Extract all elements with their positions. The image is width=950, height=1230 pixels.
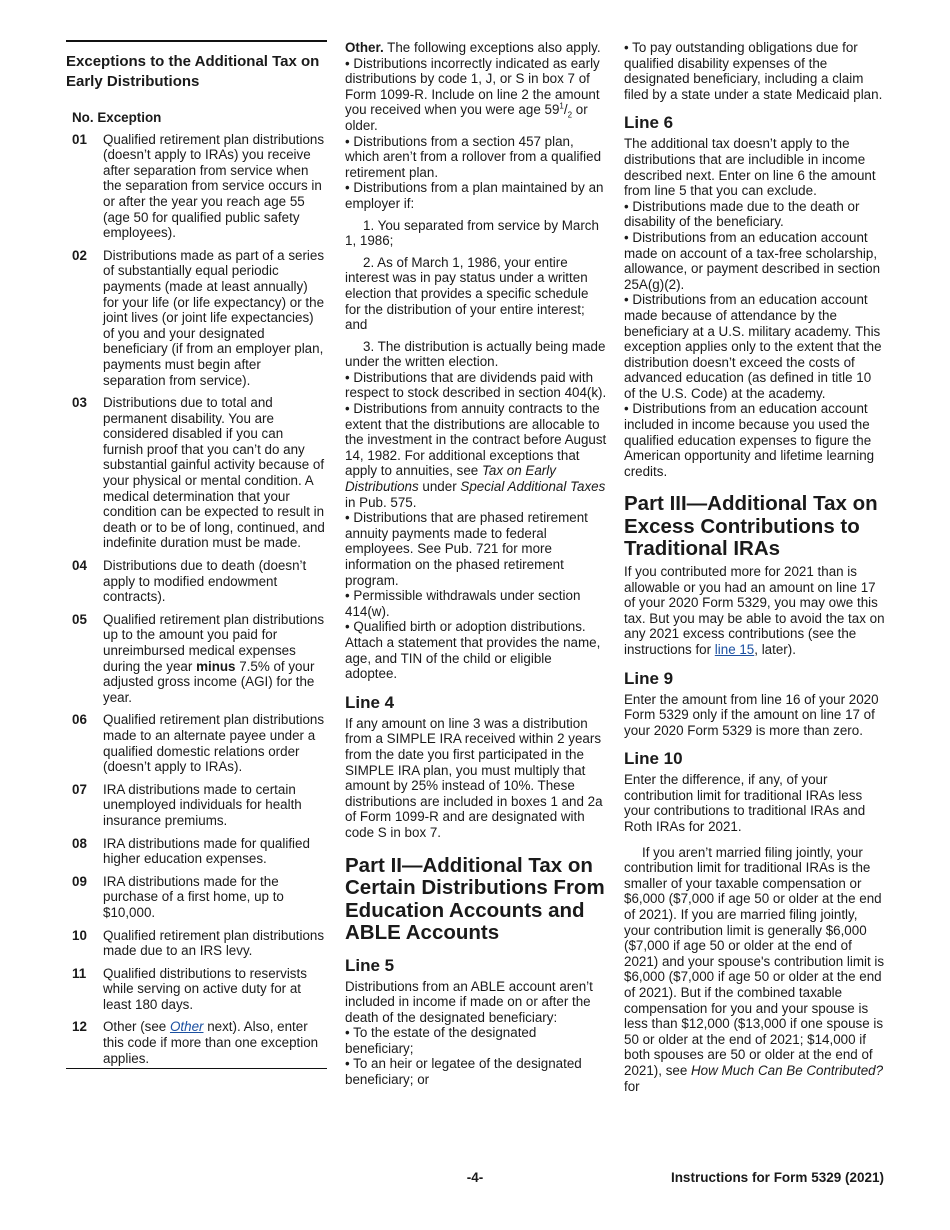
line4-text: If any amount on line 3 was a distribution from a SIMPLE IRA received within 2 years from the date you first participated in the SIMPLE IRA plan, you must multiply that amount by 25% instead of 10%. These distributions are included in boxes 1 and 2a of Form 1099-R and are designated with code S in box 7. [345,715,603,840]
table-top-rule [66,40,327,1069]
row-number: 01 [72,131,87,147]
bullet-text: in Pub. 575. [345,494,417,510]
footer-title: Instructions for Form 5329 (2021) [670,1170,884,1185]
other-link[interactable]: Other [169,1019,204,1035]
bullet-text: • Distributions from annuity contracts to the extent that the distributions are allocable to the investment in the contract before August 14, 1982. For additional exceptions that apply to annuities, see [345,401,607,479]
table-body [66,132,327,1070]
table-row [66,874,327,921]
line4-heading: Line 4 [345,692,395,712]
bullet: • Qualified birth or adoption distributions. Attach a statement that provides the name, age, and TIN of the child or eligible adoptee. [345,619,601,682]
bullet: • To the estate of the designated beneficiary; [345,1025,537,1056]
header-exception: Exception [97,110,162,125]
line10-heading: Line 10 [624,749,683,769]
row-text: IRA distributions made for the purchase of a first home, up to $10,000. [103,873,284,920]
bullet-italic: Tax on Early Distributions [345,463,556,495]
table-row [66,966,327,1013]
part3-text-part: , later). [754,641,796,657]
bullet: • Distributions made due to the death or disability of the beneficiary. [624,198,860,230]
part3-heading: Part III—Additional Tax on Excess Contributions to Traditional IRAs [624,492,878,561]
row-text: Distributions due to total and permanent disability. You are considered disabled if you can furnish proof that you can’t do any substantial gainful activity because of your physical or mental condition. A medical determination that your condition can be expected to result in death or to be of long, continued, and indefinite duration must be made. [103,395,325,551]
row-text-part: 7.5% of your adjusted gross income (AGI) for the year. [103,658,315,705]
row-text [103,612,327,706]
table-row [66,1019,327,1066]
line10-text: Enter the difference, if any, of your contribution limit for traditional IRAs less your contributions to traditional IRAs and Roth IRAs for 2021. [624,772,866,835]
table-row [66,248,327,388]
line15-link[interactable]: line 15 [714,641,755,657]
bullet: • Distributions from an education account made on account of a tax-free scholarship, allowance, or payment described in section 25A(g)(2). [624,229,881,292]
table-row [66,395,327,551]
row-text-part: Qualified retirement plan distributions up to the amount you paid for unreimbursed medical expenses during the year [103,611,325,674]
exceptions-table [66,40,327,1069]
part2-heading: Part II—Additional Tax on Certain Distributions From Education Accounts and ABLE Accounts [345,853,605,944]
row-text-part: next). Also, enter this code if more than one exception applies. [103,1019,319,1066]
bullet: • Distributions from an education account made because of attendance by the beneficiary at a U.S. military academy. This exception applies only to the extent that the distribution doesn’t exceed the costs of advanced education (as defined in title 10 of the U.S. Code) at the academy. [624,292,882,401]
row-text: Qualified retirement plan distributions made to an alternate payee under a qualified domestic relations order (doesn’t apply to IRAs). [103,712,325,775]
column-3 [624,40,886,1094]
table-header [72,110,327,126]
bullet-text: • Distributions incorrectly indicated as early distributions by code 1, J, or S in box 7 of Form 1099-R. Include on line 2 the amount you received when you were age 59 [345,55,600,118]
line10-text-part: If you aren’t married filing jointly, your contribution limit for traditional IRAs is the smaller of your taxable compensation or $6,000 ($7,000 if age 50 or older at the end of 2021). If you are married filing jointly, your contribution limit is generally $6,000 ($7,000 if age 50 or older at the end of 2021) and your spouse's contribution limit is $6,000 ($7,000 if age 50 or older at the end of 2021). But if the combined taxable compensation for you and your spouse is less than $12,000 ($13,000 if one spouse is 50 or older at the end of 2021; $14,000 if both spouses are 50 or older at the end of 2021), see [624,844,885,1078]
line6-text: The additional tax doesn’t apply to the distributions that are includible in income described next. Enter on line 6 the amount from line 5 that you can exclude. [624,136,876,199]
bullet-text: under [418,479,461,495]
table-row [66,132,327,241]
line5-text: Distributions from an ABLE account aren’t included in income if made on or after the death of the designated beneficiary: [345,978,593,1025]
column-2 [345,40,607,1088]
other-label: Other. [345,40,384,55]
table-row [66,836,327,867]
bullet: • To pay outstanding obligations due for qualified disability expenses of the designated beneficiary, including a claim filed by a state under a state Medicaid plan. [624,40,883,102]
table-row [66,612,327,706]
row-text: Distributions made as part of a series of substantially equal periodic payments (made at least annually) for your life (or life expectancy) or the joint lives (or joint life expectancies) of you and your designated beneficiary (if from an employer plan, payments must begin after separation from service). [103,247,325,388]
line10-paragraph-2 [624,845,886,1095]
row-text: Qualified distributions to reservists while serving on active duty for at least 180 days. [103,965,307,1012]
row-text-bold: minus [196,658,236,674]
table-title: Exceptions to the Additional Tax on Early Distributions [66,53,320,90]
fraction-num: 1 [559,101,564,111]
bullet: • Distributions that are phased retirement annuity payments made to federal employees. See Pub. 721 for more information on the phased retirement program. [345,510,588,588]
row-number: 11 [72,965,87,981]
row-number: 02 [72,247,87,263]
table-row [66,712,327,774]
header-no: No. [72,110,94,125]
row-number: 06 [72,712,87,728]
table-row [66,558,327,605]
line5-heading: Line 5 [345,955,395,975]
row-number: 05 [72,611,87,627]
line9-text: Enter the amount from line 16 of your 2020 Form 5329 only if the amount on line 17 of your 2020 Form 5329 is more than zero. [624,691,879,738]
fraction-den: 2 [567,111,573,121]
row-text-part: Other (see [103,1019,170,1035]
bullet [345,401,607,510]
bullet-italic: Special Additional Taxes [460,479,606,495]
bullet-text: or older. [345,102,588,133]
row-text: IRA distributions made to certain unemployed individuals for health insurance premiums. [103,781,302,828]
other-intro: The following exceptions also apply. [383,40,601,55]
row-number: 07 [72,781,87,797]
part3-text-part: If you contributed more for 2021 than is allowable or you had an amount on line 17 of your 2020 Form 5329, you may owe this tax. But you may be able to avoid the tax on any 2021 excess contributions (see the instructions for [624,563,885,657]
numbered-item: 3. The distribution is actually being made under the written election. [345,338,606,370]
row-number: 09 [72,873,87,889]
bullet: • Permissible withdrawals under section 414(w). [345,588,581,619]
row-number: 12 [72,1019,87,1035]
bullet: • Distributions incorrectly indicated as early distributions by code 1, J, or S in box 7 of Form 1099-R. Include on line 2 the amount you received when you were age $59^1/_2$ or older. [345,55,600,133]
numbered-item: 2. As of March 1, 1986, your entire interest was in pay status under a written election that provides a specific schedule for the distribution of your entire interest; and [345,254,589,333]
line6-heading: Line 6 [624,113,674,133]
bullet: • Distributions from a section 457 plan, which aren’t from a rollover from a qualified retirement plan. [345,133,602,180]
bullet: • Distributions from a plan maintained by an employer if: [345,180,604,211]
line10-italic: How Much Can Be Contributed? [691,1062,884,1078]
row-text: Qualified retirement plan distributions (doesn’t apply to IRAs) you receive after separation from service when the separation from service occurs in or after the year you reach age 55 (age 50 for qualified public safety employees). [103,131,325,241]
line9-heading: Line 9 [624,668,674,688]
numbered-item: 1. You separated from service by March 1, 1986; [345,217,599,249]
part3-text [624,564,886,658]
table-row [66,928,327,959]
row-number: 03 [72,395,87,411]
row-text [103,1019,327,1066]
other-paragraph [345,40,607,56]
page-number: -4- [466,1170,484,1185]
bullet: • Distributions from an education account included in income because you used the qualified education expenses to figure the American opportunity and lifetime learning credits. [624,401,875,479]
table-row [66,782,327,829]
bullet: • Distributions that are dividends paid with respect to stock described in section 404(k). [345,369,607,401]
row-text: Qualified retirement plan distributions made due to an IRS levy. [103,927,325,959]
row-number: 10 [72,927,87,943]
row-text: Distributions due to death (doesn’t apply to modified endowment contracts). [103,558,307,605]
line10-text-part: for [624,1078,640,1094]
bullet: • To an heir or legatee of the designated beneficiary; or [345,1056,582,1088]
row-number: 04 [72,558,87,574]
row-text: IRA distributions made for qualified higher education expenses. [103,835,310,867]
row-number: 08 [72,835,87,851]
